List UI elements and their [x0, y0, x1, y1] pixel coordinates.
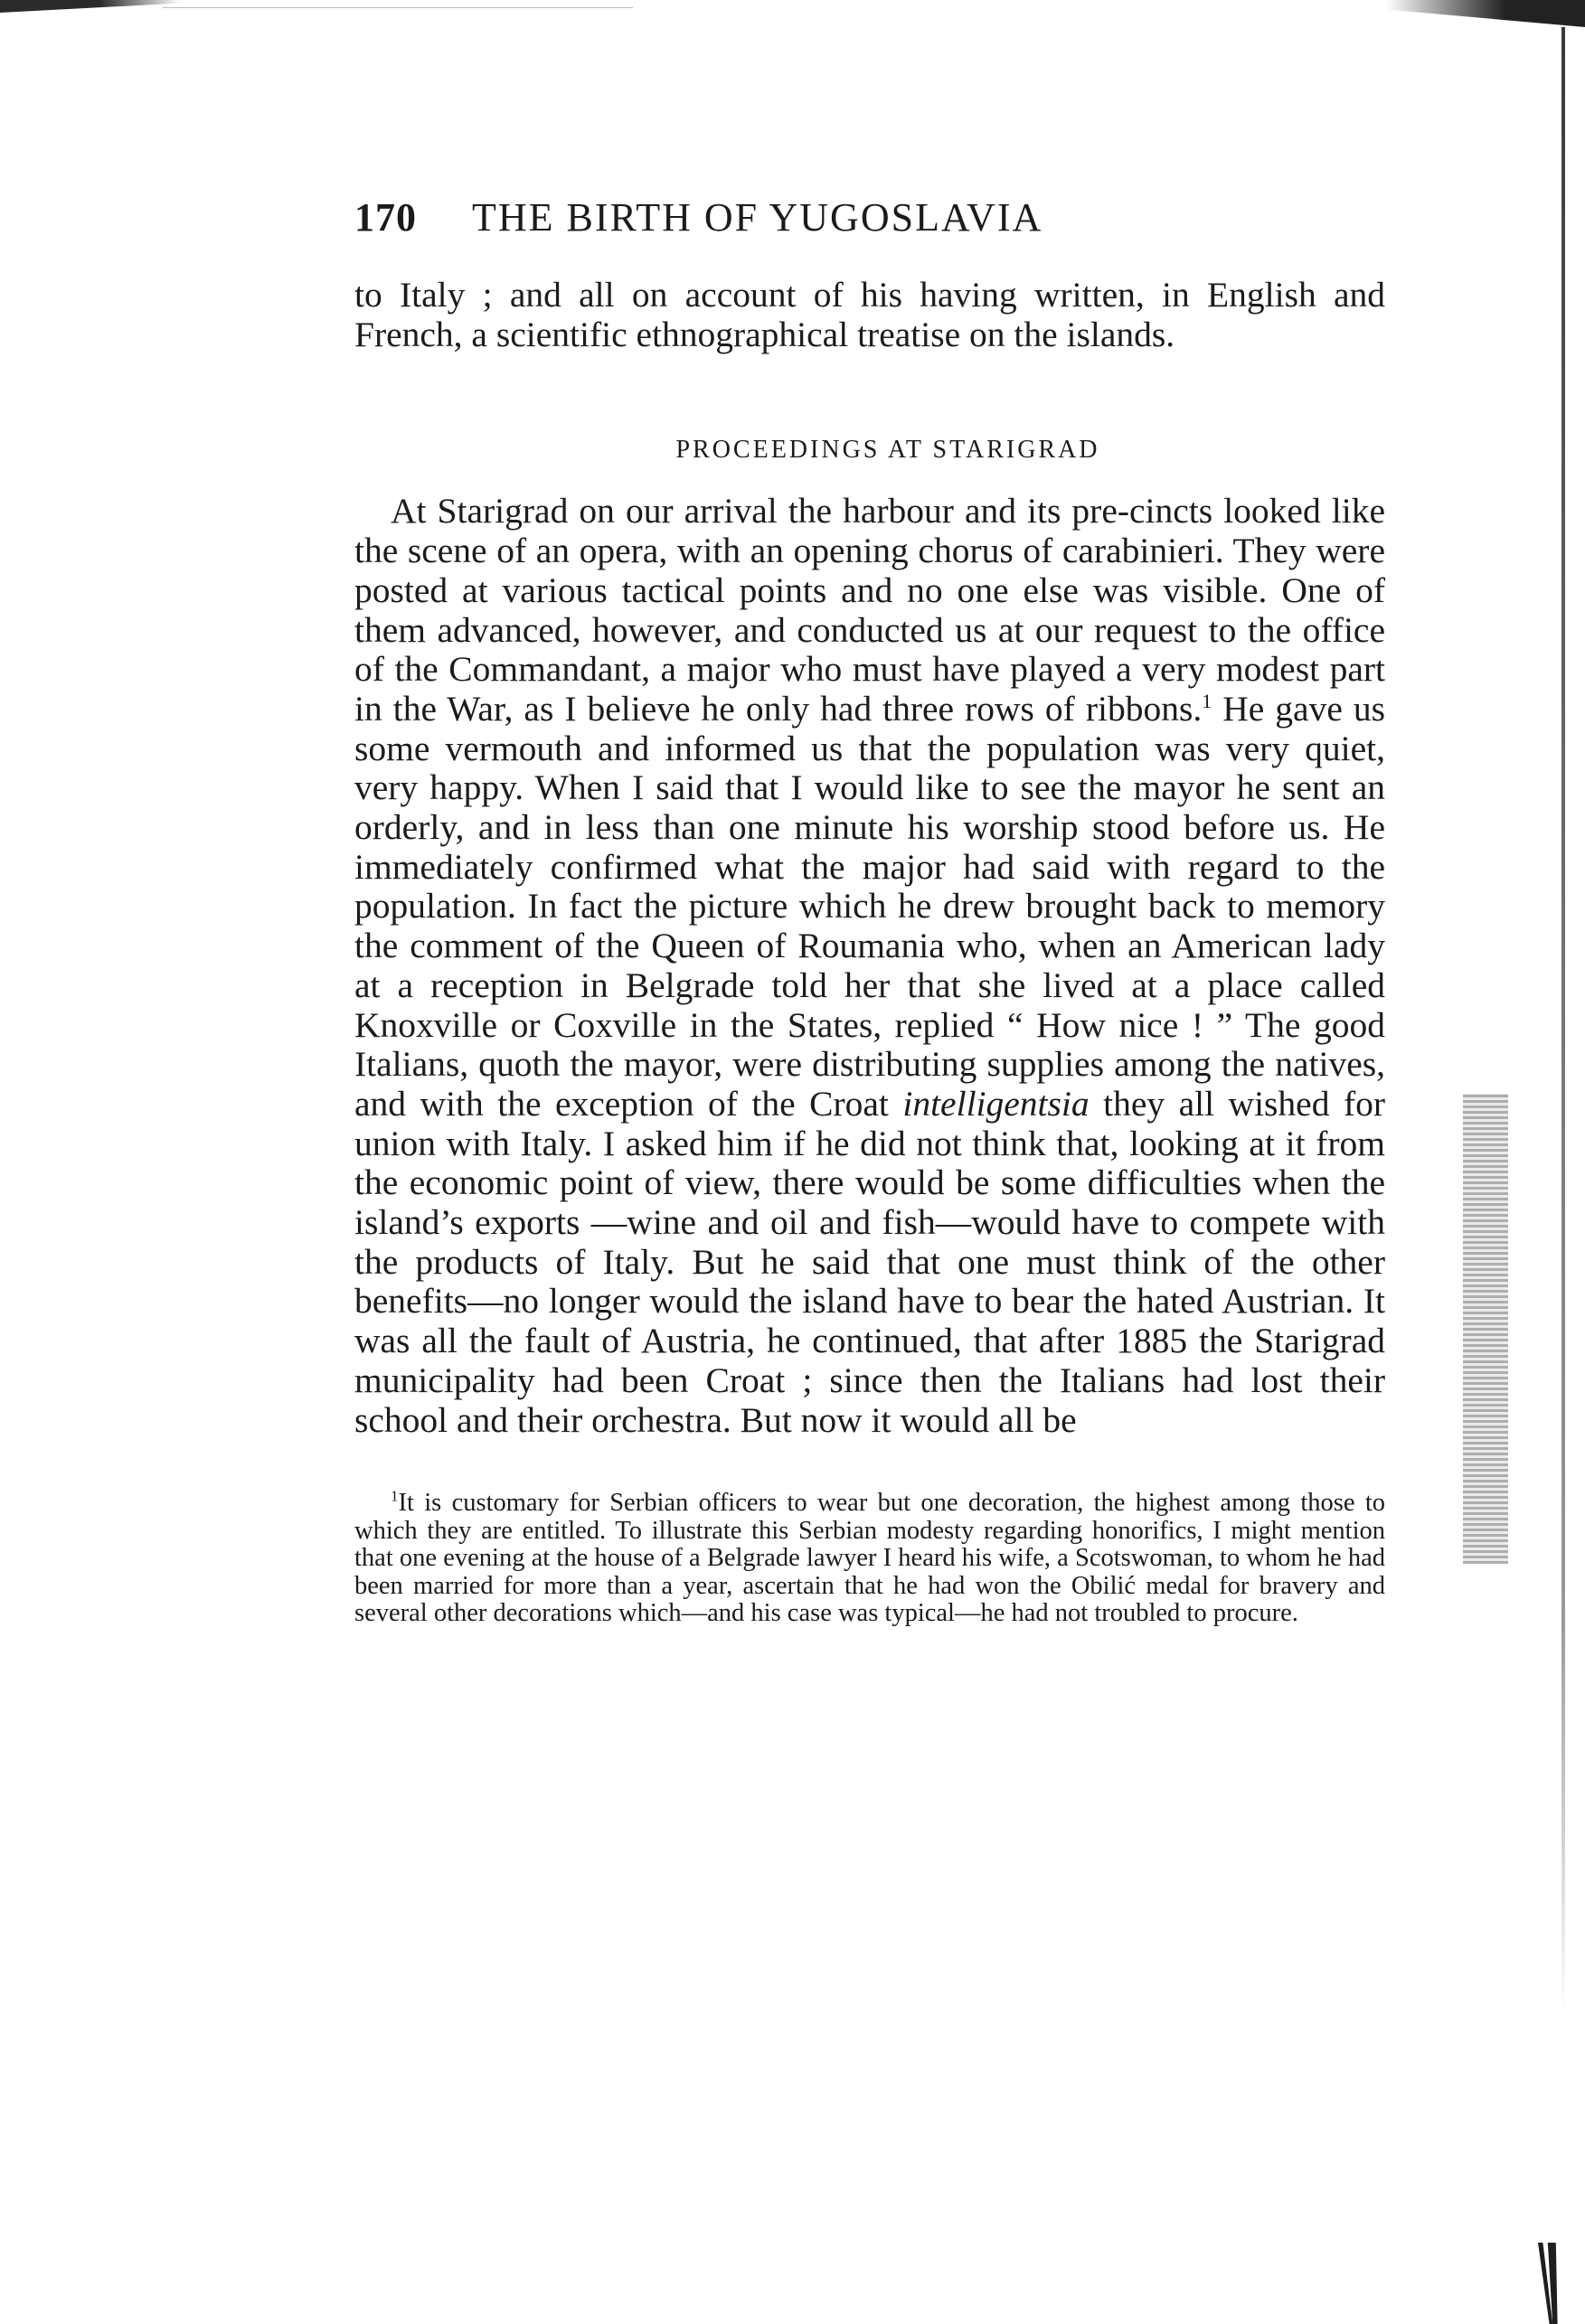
footnote-text: It is customary for Serbian officers to wear but one decoration, the highest among those to which they are entitled. To illustrate this Serbian modesty regarding honorifics, I might mention that one evening at the house of a Belgrade lawyer I heard his wife, a Scotswoman, to whom he had been married for more than a year, ascertain that he had won the Obilić medal for bravery and several other decorations which—and his case was typical—he had not troubled to procure.: [354, 1489, 1385, 1628]
scan-edge-top-right: [1386, 0, 1585, 27]
paragraph-text-part-2: He gave us some vermouth and informed us that the population was very quiet, very happy. When I said that I would like to see the mayor he sent an orderly, and in less than one minute his worship stood before us. He immediately confirmed what the major had said with regard to the population. In fact the picture which he drew brought back to memory the comment of the Queen of Roumania who, when an American lady at a reception in Belgrade told her that she lived at a place called Knoxville or Coxville in the States, replied “ How nice ! ” The good Italians, quoth the mayor, were distributing supplies among the natives, and with the exception of the Croat: [354, 688, 1385, 1124]
section-heading: PROCEEDINGS AT STARIGRAD: [675, 436, 1100, 465]
italic-term: intelligentsia: [902, 1083, 1090, 1124]
section-paragraph: [354, 492, 1385, 1440]
running-head: [354, 194, 1385, 249]
book-page: [354, 194, 1385, 1653]
continued-paragraph: to Italy ; and all on account of his having written, in English and French, a scientific ethnographical treatise on the islands.: [354, 275, 1385, 354]
scan-binding-edge: [1561, 27, 1565, 2016]
footnote: [354, 1487, 1385, 1628]
scan-edge-top-line: [163, 7, 633, 8]
paragraph-text-part-1: At Starigrad on our arrival the harbour and its pre-cincts looked like the scene of an opera, with an opening chorus of carabinieri. They were posted at various tactical points and no one else was visible. One of them advanced, however, and conducted us at our request to the office of the Commandant, a major who must have played a very modest part in the War, as I believe he only had three rows of ribbons.: [354, 491, 1385, 729]
scan-mark-bottom-right: [1538, 2243, 1571, 2324]
footnote-reference: 1: [1202, 689, 1212, 712]
book-title: THE BIRTH OF YUGOSLAVIA: [472, 195, 1043, 240]
scan-edge-top-left: [0, 0, 181, 13]
footnote-marker: 1: [391, 1487, 399, 1505]
page-number: 170: [354, 195, 417, 240]
scan-shadow-right: [1463, 1094, 1508, 1564]
paragraph-text-part-3: they all wished for union with Italy. I asked him if he did not think that, looking at it from the economic point of view, there would be some difficulties when the island’s exports —wine and oil and fish—would have to compete with the products of Italy. But he said that one must think of the other benefits—no longer would the island have to bear the hated Austrian. It was all the fault of Austria, he continued, that after 1885 the Starigrad municipality had been Croat ; since then the Italians had lost their school and their orchestra. But now it would all be: [354, 1083, 1385, 1440]
